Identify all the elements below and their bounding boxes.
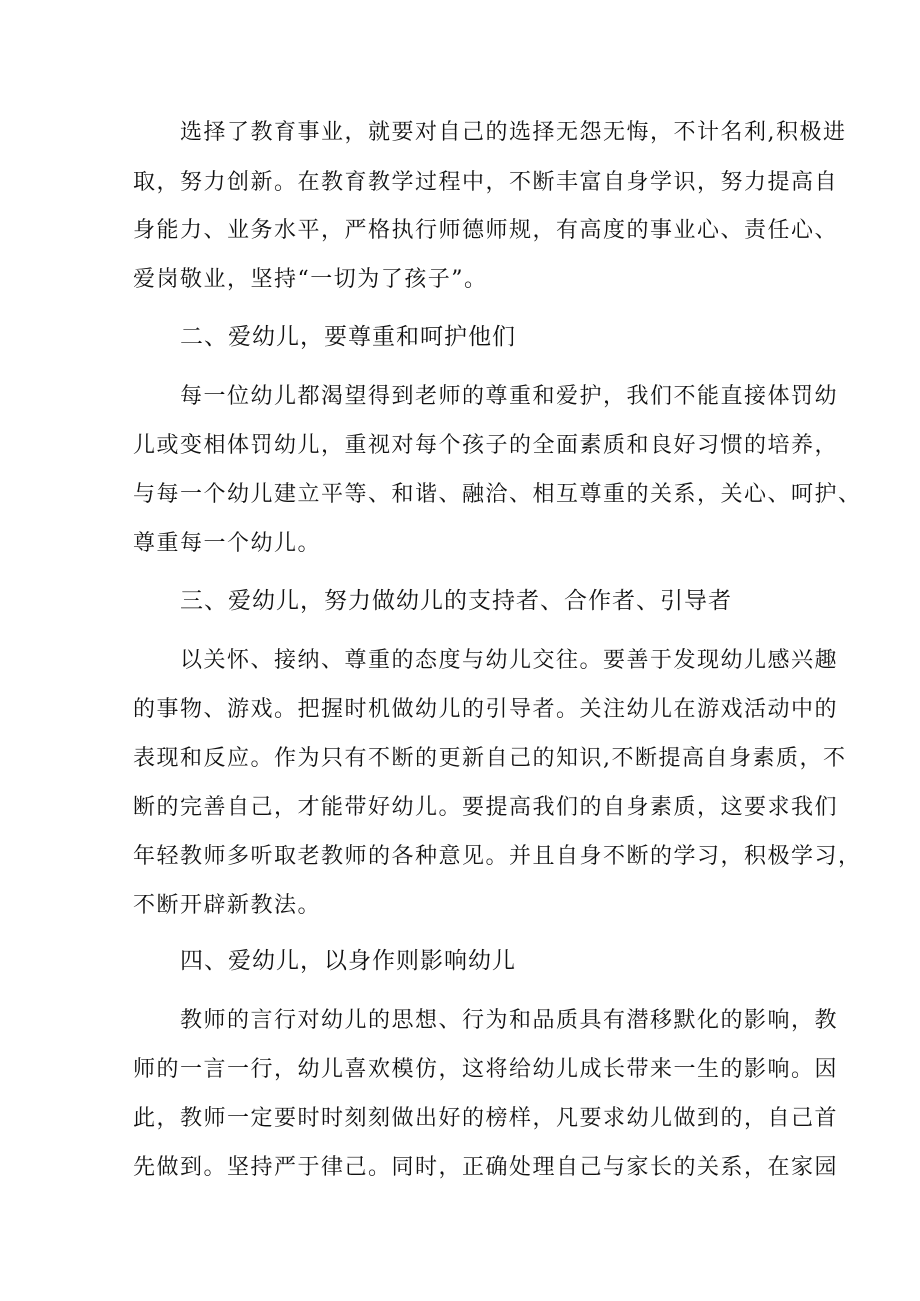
paragraph-2-line-4: 尊重每一个幼儿。 [133,531,322,556]
paragraph-3-line-4: 断的完善自己，才能带好幼儿。要提高我们的自身素质，这要求我们 [133,795,839,820]
paragraph-4-line-4: 先做到。坚持严于律己。同时，正确处理自己与家长的关系，在家园 [133,1155,839,1180]
paragraph-1-line-2: 取，努力创新。在教育教学过程中，不断丰富自身学识，努力提高自 [133,170,839,195]
paragraph-4-line-1: 教师的言行对幼儿的思想、行为和品质具有潜移默化的影响，教 [180,1008,839,1033]
paragraph-3-line-6: 不断开辟新教法。 [133,893,322,918]
section-heading-3: 三、爱幼儿，努力做幼儿的支持者、合作者、引导者 [180,588,732,614]
paragraph-1-line-4: 爱岗敬业，坚持“一切为了孩子”。 [133,267,488,292]
section-heading-2: 二、爱幼儿，要尊重和呵护他们 [180,324,516,350]
paragraph-3-line-5: 年轻教师多听取老教师的各种意见。并且自身不断的学习，积极学习， [133,844,862,869]
paragraph-3-line-3: 表现和反应。作为只有不断的更新自己的知识,不断提高自身素质，不 [133,746,847,771]
paragraph-1-line-1: 选择了教育事业，就要对自己的选择无怨无悔，不计名利,积极进 [180,120,847,145]
paragraph-2-line-1: 每一位幼儿都渴望得到老师的尊重和爱护，我们不能直接体罚幼 [180,384,839,409]
paragraph-3-line-1: 以关怀、接纳、尊重的态度与幼儿交往。要善于发现幼儿感兴趣 [180,648,839,673]
paragraph-4-line-2: 师的一言一行，幼儿喜欢模仿，这将给幼儿成长带来一生的影响。因 [133,1057,839,1082]
paragraph-2-line-2: 儿或变相体罚幼儿，重视对每个孩子的全面素质和良好习惯的培养， [133,433,839,458]
section-heading-4: 四、爱幼儿，以身作则影响幼儿 [180,948,516,974]
paragraph-2-line-3: 与每一个幼儿建立平等、和谐、融洽、相互尊重的关系，关心、呵护、 [133,482,862,507]
paragraph-4-line-3: 此，教师一定要时时刻刻做出好的榜样，凡要求幼儿做到的，自己首 [133,1106,839,1131]
paragraph-1-line-3: 身能力、业务水平，严格执行师德师规，有高度的事业心、责任心、 [133,218,839,243]
paragraph-3-line-2: 的事物、游戏。把握时机做幼儿的引导者。关注幼儿在游戏活动中的 [133,697,839,722]
